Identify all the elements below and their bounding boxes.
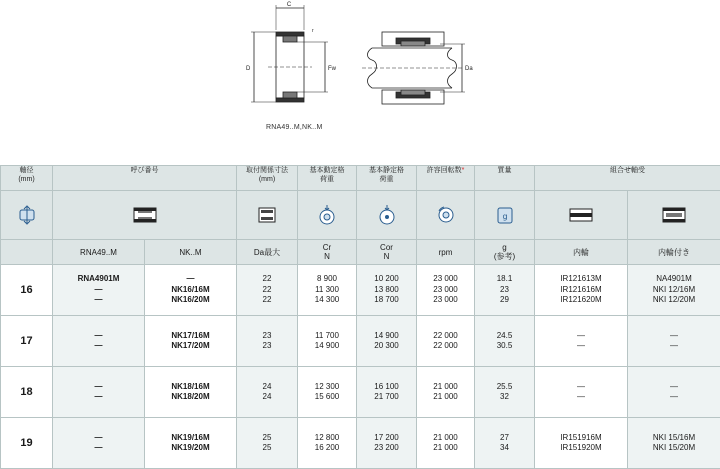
mass-cell: 25.5 32 [475,367,535,418]
nk-cell: NK17/16M NK17/20M [145,316,237,367]
inner-ring-bearing-icon [628,191,720,240]
dim-r-label: r [312,28,314,34]
table-row [1,367,720,418]
subheader-g: g (参考) [475,240,535,265]
shaft-diameter: 16 [1,265,53,316]
mass-cell: 24.5 30.5 [475,316,535,367]
subheader-cr: Cr N [298,240,357,265]
nk-cell: NK19/16M NK19/20M [145,418,237,469]
nk-cell: NK18/16M NK18/20M [145,367,237,418]
mass-cell: 27 34 [475,418,535,469]
shaft-icon [1,191,53,240]
dim-fw-label: Fw [328,66,337,72]
rna-cell: — — [53,367,145,418]
cor-cell: 14 900 20 300 [357,316,417,367]
da-cell: 25 25 [237,418,298,469]
table-row [1,316,720,367]
dim-da-label: Da [465,66,473,72]
da-cell: 22 22 22 [237,265,298,316]
inner-attached-cell: NA4901M NKI 12/16M NKI 12/20M [628,265,720,316]
table-row [1,418,720,469]
mass-icon [475,191,535,240]
drawing-caption: RNA49..M,NK..M [266,124,322,131]
subheader-da: Da最大 [237,240,298,265]
dim-c-label: C [287,2,292,8]
bearing-drawing [0,0,720,165]
inner-ring-icon [535,191,628,240]
subheader-rna: RNA49..M [53,240,145,265]
rpm-cell: 22 000 22 000 [417,316,475,367]
rna-cell: — — [53,418,145,469]
cr-cell: 11 700 14 900 [298,316,357,367]
speed-note-mark: * [462,167,465,174]
cr-cell: 12 300 15 600 [298,367,357,418]
header-static-load: 基本静定格 荷重 [357,166,417,191]
header-designation: 呼び番号 [53,166,237,191]
shaft-diameter: 17 [1,316,53,367]
da-cell: 24 24 [237,367,298,418]
header-allowable-speed: 許容回転数* [417,166,475,191]
subheader-rpm: rpm [417,240,475,265]
subheader-nk: NK..M [145,240,237,265]
rpm-cell: 23 000 23 000 23 000 [417,265,475,316]
inner-ring-cell: IR121613M IR121616M IR121620M [535,265,628,316]
dim-d-label: D [246,66,251,72]
header-mass: 質量 [475,166,535,191]
static-load-icon [357,191,417,240]
dynamic-load-icon [298,191,357,240]
bearing-section-icon [53,191,237,240]
inner-attached-cell: — — [628,316,720,367]
bearing-spec-table [0,165,720,469]
cr-cell: 8 900 11 300 14 300 [298,265,357,316]
cor-cell: 17 200 23 200 [357,418,417,469]
mass-cell: 18.1 23 29 [475,265,535,316]
rpm-cell: 21 000 21 000 [417,367,475,418]
cor-cell: 10 200 13 800 18 700 [357,265,417,316]
subheader-inner-attached: 内輪付き [628,240,720,265]
rpm-cell: 21 000 21 000 [417,418,475,469]
subheader-blank [1,240,53,265]
rna-cell: RNA4901M — — [53,265,145,316]
shaft-diameter: 18 [1,367,53,418]
cor-cell: 16 100 21 700 [357,367,417,418]
da-cell: 23 23 [237,316,298,367]
subheader-inner: 内輪 [535,240,628,265]
svg-text:g: g [502,212,507,221]
speed-icon [417,191,475,240]
header-mounting-dimension: 取付関係寸法 (mm) [237,166,298,191]
header-shaft-diameter: 軸径 (mm) [1,166,53,191]
inner-attached-cell: NKI 15/16M NKI 15/20M [628,418,720,469]
rna-cell: — — [53,316,145,367]
header-combined-bearing: 組合せ軸受 [535,166,720,191]
mounting-icon [237,191,298,240]
nk-cell: — NK16/16M NK16/20M [145,265,237,316]
table-row [1,265,720,316]
inner-ring-cell: — — [535,367,628,418]
shaft-diameter: 19 [1,418,53,469]
bearing-cross-section-diagram [0,0,720,165]
inner-ring-cell: IR151916M IR151920M [535,418,628,469]
subheader-cor: Cor N [357,240,417,265]
inner-attached-cell: — — [628,367,720,418]
cr-cell: 12 800 16 200 [298,418,357,469]
header-dynamic-load: 基本動定格 荷重 [298,166,357,191]
inner-ring-cell: — — [535,316,628,367]
